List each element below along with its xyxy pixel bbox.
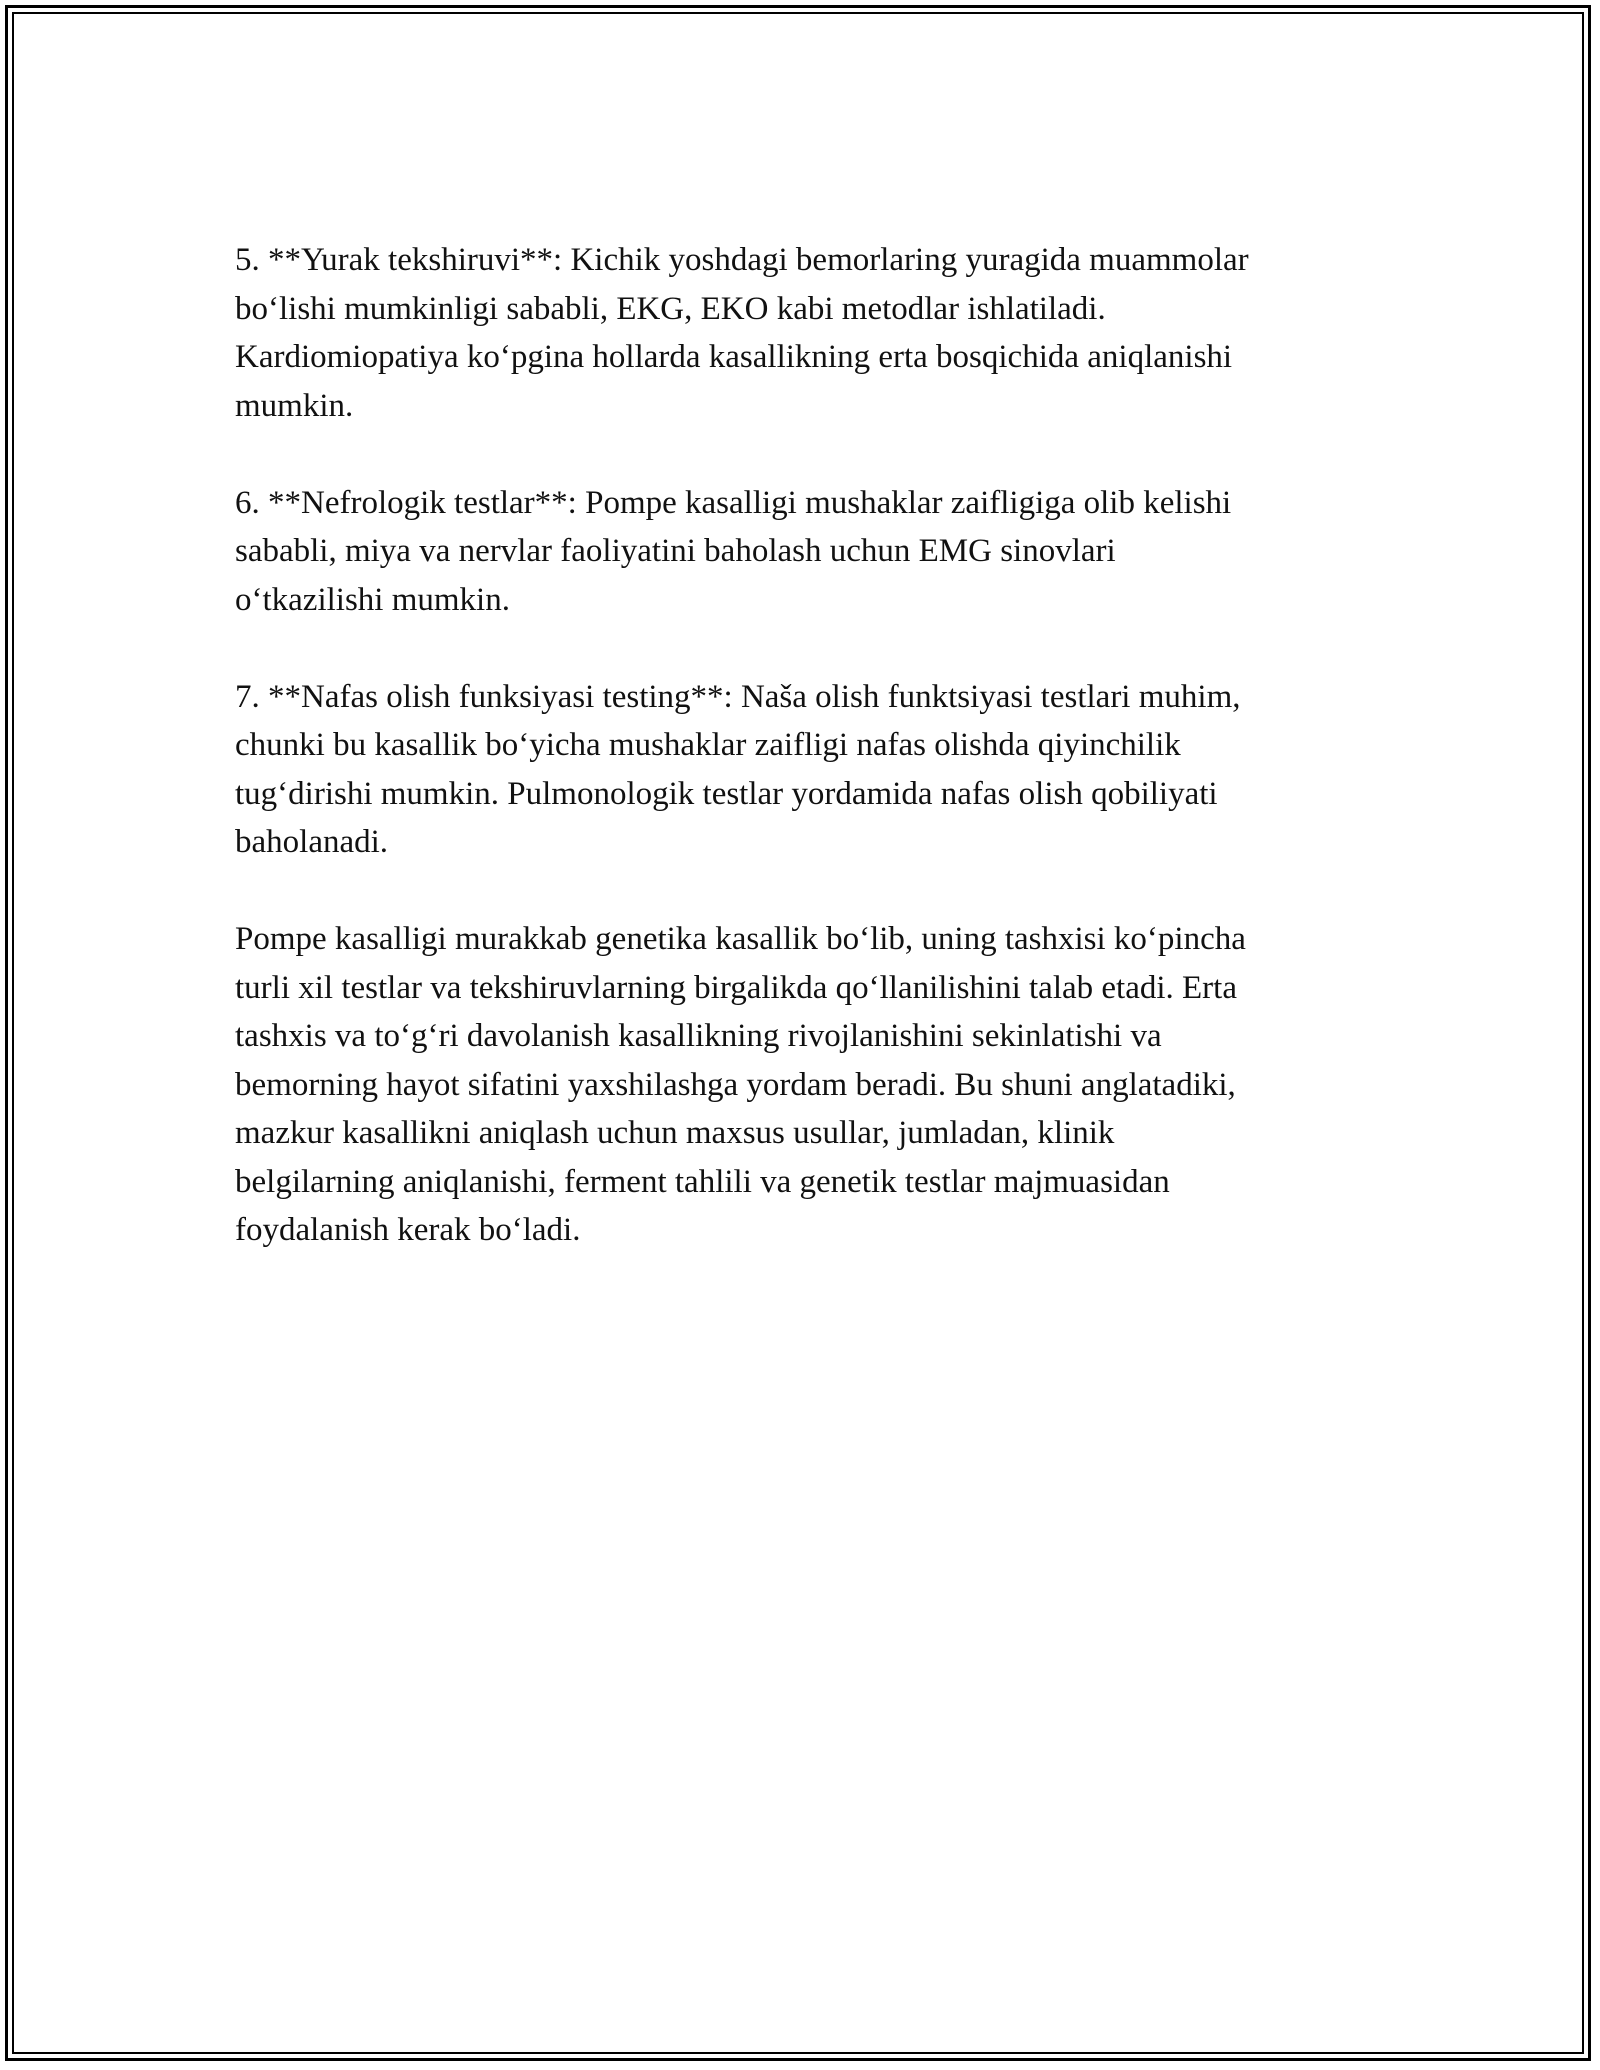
text-line: o‘tkazilishi mumkin. <box>235 581 510 618</box>
text-line: turli xil testlar va tekshiruvlarning birgalikda qo‘llanilishini talab etadi. Erta <box>235 969 1237 1006</box>
text-line: sababli, miya va nervlar faoliyatini baholash uchun EMG sinovlari <box>235 533 1116 569</box>
text-line: baholanadi. <box>235 824 389 860</box>
document-body <box>235 236 1385 1303</box>
text-line: Kardiomiopatiya ko‘pgina hollarda kasallikning erta bosqichida aniqlanishi <box>235 339 1233 375</box>
text-line: foydalanish kerak bo‘ladi. <box>235 1212 581 1248</box>
paragraph-conclusion <box>235 915 1385 1255</box>
text-line: bemorning hayot sifatini yaxshilashga yordam beradi. Bu shuni anglatadiki, <box>235 1066 1236 1103</box>
text-line: chunki bu kasallik bo‘yicha mushaklar zaifligi nafas olishda qiyinchilik <box>235 727 1181 763</box>
text-line: tashxis va to‘g‘ri davolanish kasallikning rivojlanishini sekinlatishi va <box>235 1018 1162 1054</box>
text-line: 6. **Nefrologik testlar**: Pompe kasalligi mushaklar zaifligiga olib kelishi <box>235 484 1232 521</box>
text-line: mumkin. <box>235 387 354 424</box>
paragraph-yurak-tekshiruvi <box>235 236 1385 430</box>
text-line: mazkur kasallikni aniqlash uchun maxsus usullar, jumladan, klinik <box>235 1115 1115 1151</box>
paragraph-nefrologik-testlar <box>235 479 1385 625</box>
text-line: tug‘dirishi mumkin. Pulmonologik testlar yordamida nafas olish qobiliyati <box>235 775 1218 812</box>
text-line: Pompe kasalligi murakkab genetika kasallik bo‘lib, uning tashxisi ko‘pincha <box>235 921 1246 957</box>
paragraph-nafas-olish <box>235 673 1385 867</box>
text-line: bo‘lishi mumkinligi sababli, EKG, EKO kabi metodlar ishlatiladi. <box>235 290 1106 327</box>
text-line: 7. **Nafas olish funksiyasi testing**: Naša olish funktsiyasi testlari muhim, <box>235 678 1241 715</box>
text-line: 5. **Yurak tekshiruvi**: Kichik yoshdagi bemorlaring yuragida muammolar <box>235 242 1249 278</box>
text-line: belgilarning aniqlanishi, ferment tahlili va genetik testlar majmuasidan <box>235 1163 1170 1200</box>
